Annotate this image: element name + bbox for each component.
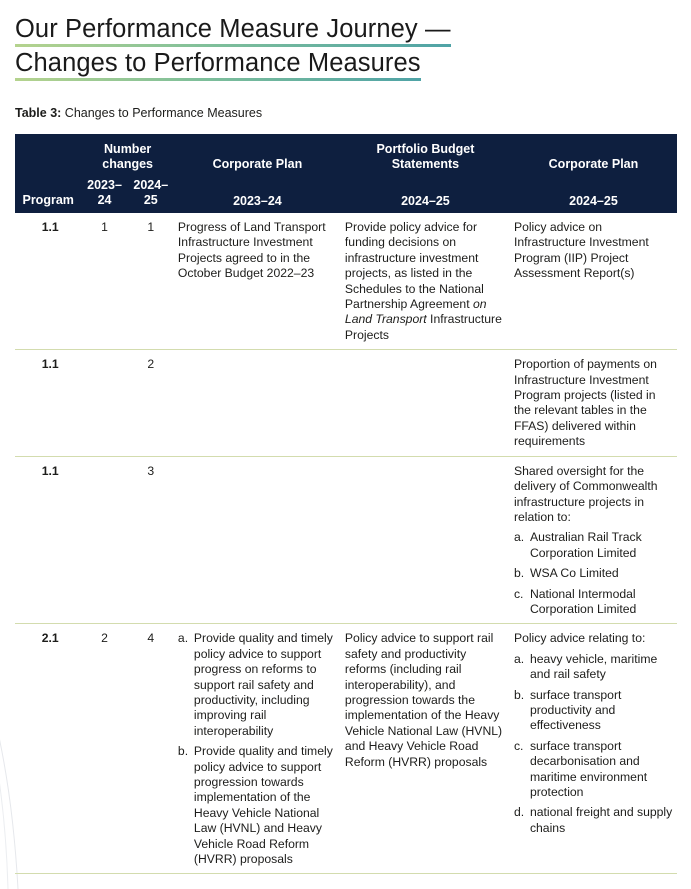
list-item: d. national freight and supply chains [513, 805, 673, 835]
header-pbs-title: Portfolio Budget Statements [341, 134, 510, 176]
list-item: b. WSA Co Limited [513, 566, 619, 581]
cell-corporate-plan-2024-25 [510, 456, 677, 624]
header-year-2023-24: 2023– 24 [81, 176, 127, 213]
cell-changes-2024-25: 2 [128, 350, 174, 456]
cell-changes-2023-24: 2 [81, 624, 127, 874]
header-corporate-plan-2023-title: Corporate Plan [174, 134, 341, 176]
cell-changes-2023-24 [81, 456, 127, 624]
cell-program: 1.1 [15, 350, 81, 456]
table-row [15, 624, 677, 874]
table-row [15, 213, 677, 350]
cell-changes-2023-24: 1 [81, 213, 127, 350]
header-corporate-plan-2024-title: Corporate Plan [510, 134, 677, 176]
table-caption-text: Changes to Performance Measures [61, 106, 263, 120]
cell-intro: Policy advice relating to: [513, 631, 646, 646]
table-caption [15, 106, 262, 120]
cell-corporate-plan-2024-25: Proportion of payments on Infrastructure Investment Program projects (listed in the relevant tables in the FFAS) delivered within requirements [510, 350, 677, 456]
cell-corporate-plan-2023-24 [174, 456, 341, 624]
page-title [15, 14, 451, 80]
list-item: a. Provide quality and timely policy advice to support progress on reforms to support rail safety and productivity, including improving rail interoperability [177, 631, 333, 738]
header-year-2024-25: 2024– 25 [128, 176, 174, 213]
cell-corporate-plan-2024-25: Policy advice on Infrastructure Investment Program (IIP) Project Assessment Report(s) [510, 213, 677, 350]
lettered-list [514, 530, 673, 617]
header-number-changes: Number changes [81, 134, 174, 176]
page-title-line-1: Our Performance Measure Journey — [15, 14, 451, 46]
header-corporate-plan-2023-year: 2023–24 [174, 176, 341, 213]
list-item: c. National Intermodal Corporation Limited [513, 586, 637, 616]
cell-corporate-plan-2023-24: Progress of Land Transport Infrastructure Investment Projects agreed to in the October Budget 2022–23 [174, 213, 341, 350]
header-corporate-plan-2024-year: 2024–25 [510, 176, 677, 213]
cell-pbs-2024-25: Provide policy advice for funding decisions on infrastructure investment projects, as listed in the Schedules to the National Partnership Agreement on Land Transport Infrastructure Projects [341, 213, 510, 350]
cell-corporate-plan-2023-24 [174, 350, 341, 456]
cell-changes-2023-24 [81, 350, 127, 456]
table-caption-label: Table 3: [15, 106, 62, 120]
list-item: a. heavy vehicle, maritime and rail safety [513, 651, 658, 682]
list-item: c. surface transport decarbonisation and maritime environment protection [513, 738, 648, 799]
list-item: b. Provide quality and timely policy advice to support progression towards implementation of the Heavy Vehicle National Law (HVNL) and Heavy Vehicle Road Reform (HVRR) proposals [177, 744, 333, 867]
cell-changes-2024-25: 4 [128, 624, 174, 874]
list-item: b. surface transport productivity and effectiveness [513, 687, 622, 733]
header-program: Program [15, 134, 81, 213]
cell-pbs-2024-25: Policy advice to support rail safety and productivity reforms (including rail interoperability), and progression towards the implementation of the Heavy Vehicle National Law (HVNL) and Heavy Vehicle Road Reform (HVRR) proposals [341, 624, 510, 874]
header-pbs-year: 2024–25 [341, 176, 510, 213]
lettered-list [514, 652, 673, 836]
cell-corporate-plan-2023-24 [174, 624, 341, 874]
table-row [15, 456, 677, 624]
cell-pbs-2024-25 [341, 350, 510, 456]
cell-program: 1.1 [15, 213, 81, 350]
page-title-line-2: Changes to Performance Measures [15, 48, 421, 80]
cell-pbs-2024-25 [341, 456, 510, 624]
cell-changes-2024-25: 1 [128, 213, 174, 350]
lettered-list [178, 631, 337, 867]
cell-program: 2.1 [15, 624, 81, 874]
cell-intro: Shared oversight for the delivery of Commonwealth infrastructure projects in relation to: [513, 463, 658, 524]
performance-measures-table [15, 134, 677, 874]
cell-corporate-plan-2024-25 [510, 624, 677, 874]
table-row [15, 350, 677, 456]
cell-program: 1.1 [15, 456, 81, 624]
cell-changes-2024-25: 3 [128, 456, 174, 624]
list-item: a. Australian Rail Track Corporation Limited [513, 530, 642, 560]
